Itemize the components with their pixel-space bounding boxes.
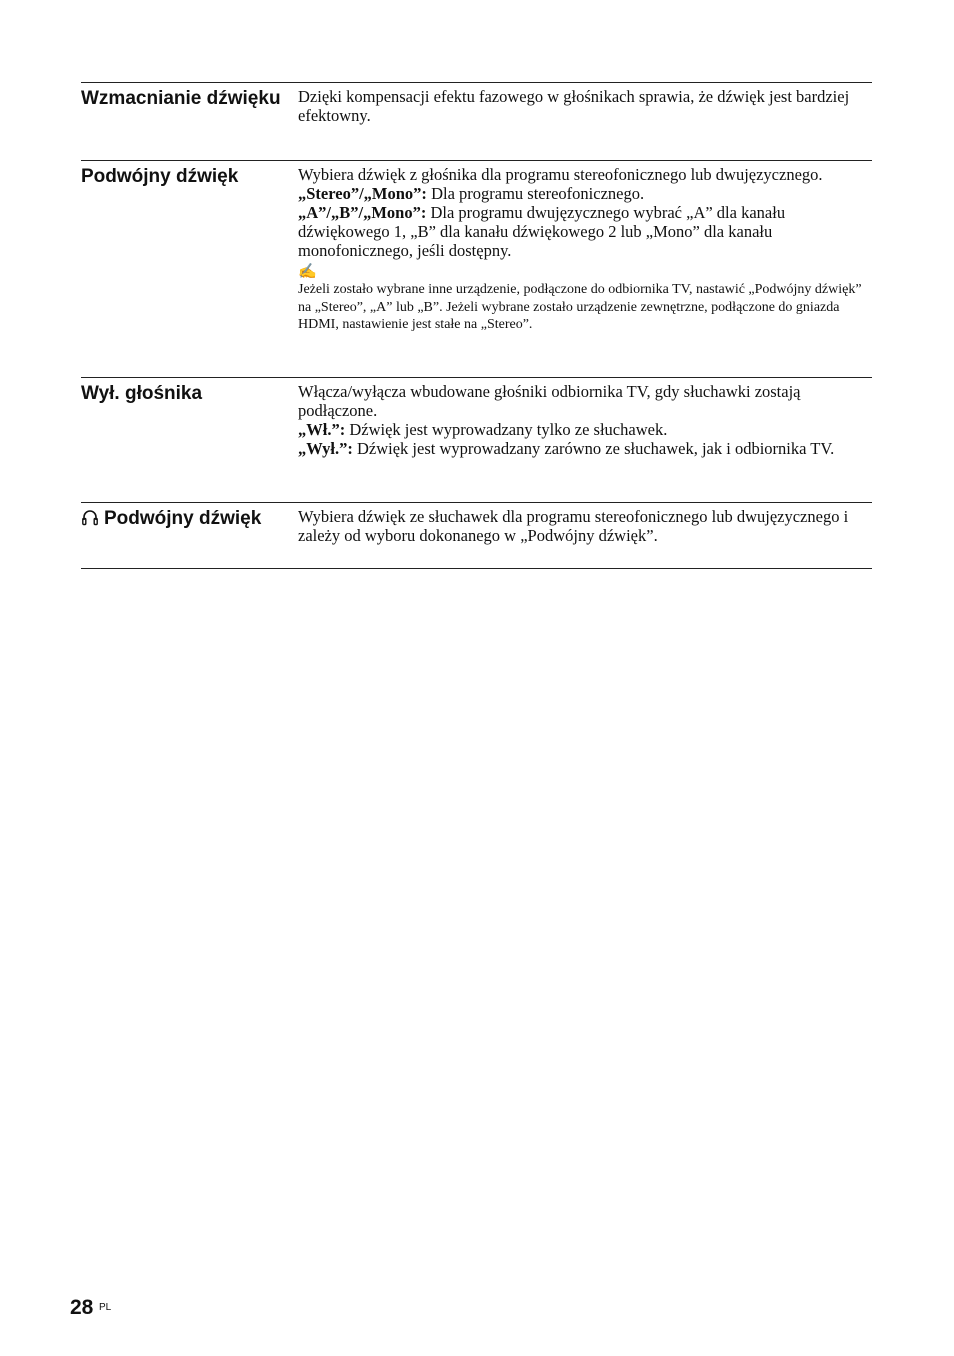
table-row — [81, 502, 872, 569]
page-number: 28 — [70, 1296, 94, 1319]
table-row — [81, 377, 872, 502]
row-label-sound-enhance: Wzmacnianie dźwięku — [81, 88, 281, 109]
option-text: Dźwięk jest wyprowadzany zarówno ze słuchawek, jak i odbiornika TV. — [352, 439, 835, 458]
option-text: Dla programu stereofonicznego. — [426, 184, 645, 203]
page-language-code: PL — [99, 1302, 112, 1313]
option-label: „A”/„B”/„Mono”: — [298, 203, 427, 222]
row-label-dual-sound: Podwójny dźwięk — [81, 166, 239, 187]
table-row — [81, 160, 872, 377]
option-label: „Wł.”: — [298, 420, 346, 439]
row-description — [298, 83, 872, 160]
option-a-b-mono — [298, 203, 872, 260]
description-text: Wybiera dźwięk ze słuchawek dla programu stereofonicznego lub dwujęzycznego i zależy od wyboru dokonanego w „Podwójny dźwięk”. — [298, 507, 849, 545]
row-label-headphone-dual-sound — [81, 503, 298, 568]
headphones-icon — [81, 508, 99, 526]
row-label-text: Podwójny dźwięk — [104, 508, 262, 529]
settings-table — [81, 82, 872, 569]
row-description — [298, 503, 872, 568]
option-off — [298, 439, 872, 458]
option-on — [298, 420, 872, 439]
option-label: „Wył.”: — [298, 439, 353, 458]
description-text: Włącza/wyłącza wbudowane głośniki odbiornika TV, gdy słuchawki zostają podłączone. — [298, 382, 801, 420]
description-text: Dzięki kompensacji efektu fazowego w głośnikach sprawia, że dźwięk jest bardziej efektowny. — [298, 87, 850, 125]
note-pencil-icon: ✍ — [298, 264, 317, 280]
option-stereo-mono — [298, 184, 872, 203]
option-label: „Stereo”/„Mono”: — [298, 184, 427, 203]
row-label-speaker-off: Wył. głośnika — [81, 383, 203, 404]
option-text: Dla programu dwujęzycznego wybrać „A” dla kanału dźwiękowego 1, „B” dla kanału dźwiękowego 2 lub „Mono” dla kanału monofonicznego, jeśli dostępny. — [298, 203, 786, 260]
option-text: Dźwięk jest wyprowadzany tylko ze słuchawek. — [345, 420, 668, 439]
note-text: Jeżeli zostało wybrane inne urządzenie, podłączone do odbiornika TV, nastawić „Podwójny dźwięk” na „Stereo”, „A” lub „B”. Jeżeli wybrane zostało urządzenie zewnętrzne, podłączone do gniazda HDMI, nastawienie jest stałe na „Stereo”. — [298, 282, 862, 332]
description-text: Wybiera dźwięk z głośnika dla programu stereofonicznego lub dwujęzycznego. — [298, 165, 823, 184]
row-description — [298, 161, 872, 377]
row-description — [298, 378, 872, 502]
table-row — [81, 82, 872, 160]
